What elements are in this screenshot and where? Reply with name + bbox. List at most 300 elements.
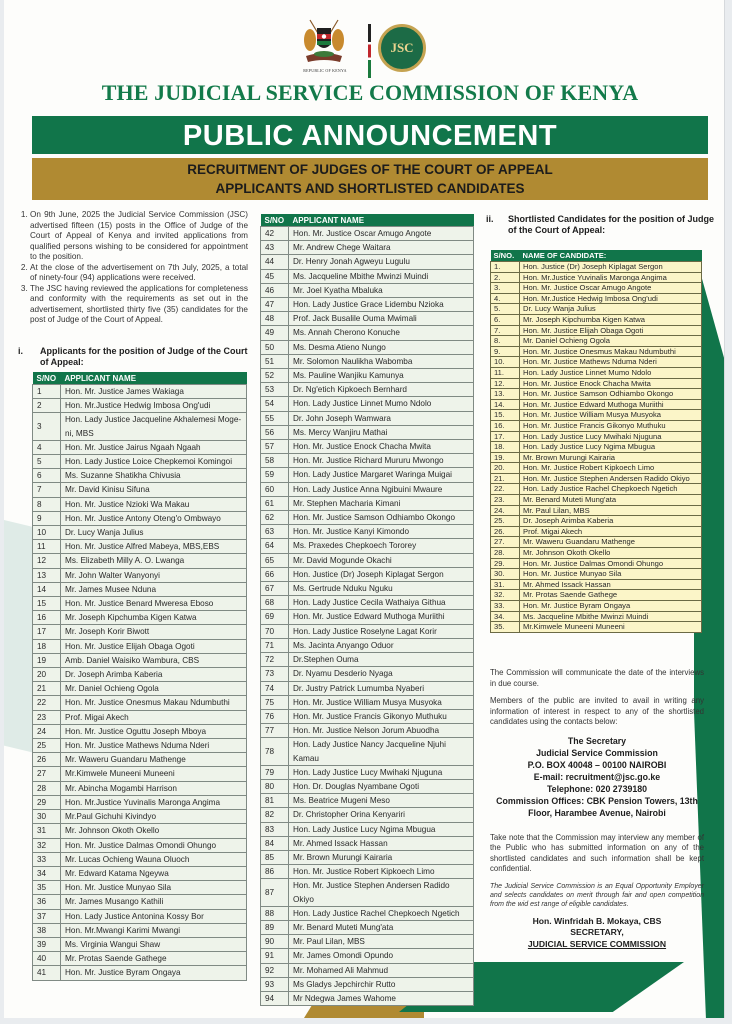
- row-name: Hon. Mr. Justice Samson Odhiambo Okongo: [289, 511, 474, 525]
- row-number: 11.: [491, 367, 520, 378]
- row-number: 77: [261, 724, 289, 738]
- row-number: 3.: [491, 283, 520, 294]
- row-name: Hon. Mr. Justice Robert Kipkoech Limo: [289, 865, 474, 879]
- intro-item: 2. At the close of the advertisement on 7th July, 2025, a total of ninety-four (94) applications were received.: [30, 263, 248, 284]
- table-row: [491, 569, 702, 580]
- table-row: [261, 822, 474, 836]
- row-name: Hon. Mr. Justice Byram Ongaya: [520, 601, 702, 612]
- row-name: Hon. Mr.Mwangi Karimi Mwangi: [61, 923, 247, 937]
- row-number: 41: [33, 966, 61, 980]
- row-number: 3: [33, 413, 61, 440]
- row-number: 17: [33, 625, 61, 639]
- row-number: 28.: [491, 548, 520, 559]
- table-row: [261, 354, 474, 368]
- table-row: [33, 923, 247, 937]
- table-row: [33, 582, 247, 596]
- row-number: 29: [33, 795, 61, 809]
- table-row: [261, 298, 474, 312]
- signature-block: [490, 916, 704, 951]
- row-number: 81: [261, 794, 289, 808]
- row-number: 26: [33, 753, 61, 767]
- row-name: Hon. Mr. Justice Munyao Sila: [520, 569, 702, 580]
- table-row: [491, 473, 702, 484]
- table-row: [33, 653, 247, 667]
- row-number: 54: [261, 397, 289, 411]
- table-row: [491, 399, 702, 410]
- row-name: Hon. Mr.Justice Yuvinalis Maronga Angima: [61, 795, 247, 809]
- row-name: Mr. Andrew Chege Waitara: [289, 241, 474, 255]
- row-number: 4: [33, 440, 61, 454]
- row-number: 73: [261, 667, 289, 681]
- row-number: 15: [33, 597, 61, 611]
- table-row: [33, 952, 247, 966]
- row-number: 91: [261, 949, 289, 963]
- row-number: 52: [261, 369, 289, 383]
- row-number: 24: [33, 724, 61, 738]
- intro-paragraphs: [16, 210, 248, 326]
- row-number: 27: [33, 767, 61, 781]
- row-name: Mr.Kimwele Muneeni Muneeni: [520, 622, 702, 633]
- table-row: [33, 639, 247, 653]
- row-name: Dr. Justry Patrick Lumumba Nyaberi: [289, 681, 474, 695]
- signatory-name: Hon. Winfridah B. Mokaya, CBS: [532, 915, 662, 926]
- table-row: [33, 753, 247, 767]
- row-name: Hon. Mr. Justice Onesmus Makau Ndumbuthi: [61, 696, 247, 710]
- org-title: THE JUDICIAL SERVICE COMMISSION OF KENYA: [101, 80, 639, 105]
- row-number: 34.: [491, 611, 520, 622]
- public-invite-note: Members of the public are invited to avail in writing any information of interest in respect to any of the shortlisted candidates using the contacts below:: [490, 696, 704, 726]
- table-row: [261, 624, 474, 638]
- row-number: 6: [33, 469, 61, 483]
- table-row: [261, 425, 474, 439]
- table-row: [261, 920, 474, 934]
- row-number: 25.: [491, 516, 520, 527]
- table-row: [33, 385, 247, 399]
- row-number: 33.: [491, 601, 520, 612]
- table-row: [491, 325, 702, 336]
- table-row: [261, 539, 474, 553]
- table-row: [261, 949, 474, 963]
- subtitle-banner: [32, 158, 708, 200]
- table-row: [33, 625, 247, 639]
- table-row: [261, 765, 474, 779]
- row-name: Ms. Beatrice Mugeni Meso: [289, 794, 474, 808]
- signatory-org: JUDICIAL SERVICE COMMISSION: [527, 938, 667, 949]
- table-row: [491, 431, 702, 442]
- row-number: 76: [261, 709, 289, 723]
- contact-line: The Secretary: [567, 735, 627, 746]
- table-row: [261, 397, 474, 411]
- table-row: [491, 378, 702, 389]
- row-number: 90: [261, 935, 289, 949]
- row-name: Dr. Lucy Wanja Julius: [61, 526, 247, 540]
- table-row: [491, 367, 702, 378]
- row-name: Mr. Benard Muteti Mung'ata: [289, 920, 474, 934]
- row-name: Hon. Dr. Douglas Nyambane Ogoti: [289, 779, 474, 793]
- row-number: 10.: [491, 357, 520, 368]
- row-name: Mr. Daniel Ochieng Ogola: [520, 336, 702, 347]
- table-row: [33, 824, 247, 838]
- row-name: Ms. Jacinta Anyango Oduor: [289, 638, 474, 652]
- row-name: Ms. Praxedes Chepkoech Tororey: [289, 539, 474, 553]
- table-row: [33, 440, 247, 454]
- contact-offices: Commission Offices: CBK Pension Towers, 13th Floor, Harambee Avenue, Nairobi: [496, 795, 698, 818]
- row-number: 29.: [491, 558, 520, 569]
- row-number: 71: [261, 638, 289, 652]
- row-number: 78: [261, 738, 289, 765]
- row-name: Dr. Joseph Arimba Kaberia: [61, 668, 247, 682]
- subtitle-line-2: APPLICANTS AND SHORTLISTED CANDIDATES: [215, 181, 525, 196]
- row-name: Hon. Lady Justice Antonina Kossy Bor: [61, 909, 247, 923]
- row-name: Mr. Stephen Macharia Kimani: [289, 496, 474, 510]
- table-row: [261, 440, 474, 454]
- table-row: [491, 484, 702, 495]
- row-number: 43: [261, 241, 289, 255]
- table-row: [261, 667, 474, 681]
- row-name: Hon. Mr. Justice Alfred Mabeya, MBS,EBS: [61, 540, 247, 554]
- table-row: [491, 463, 702, 474]
- table-row: [491, 336, 702, 347]
- table-row: [261, 241, 474, 255]
- table-row: [33, 966, 247, 980]
- row-number: 74: [261, 681, 289, 695]
- row-name: Hon. Lady Justice Jacqueline Akhalemesi Moge-ni, MBS: [61, 413, 247, 440]
- row-number: 46: [261, 283, 289, 297]
- table-row: [261, 738, 474, 765]
- applicants-table-part-2: [260, 214, 474, 1006]
- row-name: Hon. Lady Justice Nancy Jacqueline Njuhi Kamau: [289, 738, 474, 765]
- row-number: 14.: [491, 399, 520, 410]
- row-name: Prof. Migai Akech: [61, 710, 247, 724]
- table-row: [491, 516, 702, 527]
- row-name: Mr. Protas Saende Gathege: [520, 590, 702, 601]
- row-name: Hon. Lady Justice Anna Ngibuini Mwaure: [289, 482, 474, 496]
- intro-item: 3. The JSC having reviewed the applications for completeness and conformity with the requirements as set out in the advertisement, shortlisted thirty five (35) candidates for the post of Judge of the Court of Appeal.: [30, 284, 248, 326]
- shortlist-section-heading: [486, 214, 716, 236]
- column-header-name: APPLICANT NAME: [289, 214, 474, 227]
- row-name: Hon. Mr. Justice Mathews Nduma Nderi: [61, 739, 247, 753]
- row-name: Hon. Mr. Justice Mathews Nduma Nderi: [520, 357, 702, 368]
- table-row: [33, 399, 247, 413]
- row-number: 38: [33, 923, 61, 937]
- table-row: [33, 682, 247, 696]
- row-number: 60: [261, 482, 289, 496]
- contact-line: Judicial Service Commission: [536, 747, 658, 758]
- row-number: 65: [261, 553, 289, 567]
- row-number: 9.: [491, 346, 520, 357]
- row-name: Hon. Mr. Justice Nzioki Wa Makau: [61, 497, 247, 511]
- row-name: Mr. Ahmed Issack Hassan: [520, 579, 702, 590]
- row-number: 56: [261, 425, 289, 439]
- row-name: Ms. Elizabeth Milly A. O. Lwanga: [61, 554, 247, 568]
- table-row: [261, 340, 474, 354]
- table-row: [491, 548, 702, 559]
- table-row: [491, 420, 702, 431]
- row-name: Mr. Abincha Mogambi Harrison: [61, 781, 247, 795]
- row-name: Ms. Jacqueline Mbithe Mwinzi Muindi: [289, 269, 474, 283]
- table-row: [33, 881, 247, 895]
- table-row: [33, 540, 247, 554]
- table-row: [33, 554, 247, 568]
- table-row: [491, 442, 702, 453]
- row-number: 57: [261, 440, 289, 454]
- row-name: Hon. Mr. Justice Benard Mweresa Eboso: [61, 597, 247, 611]
- row-name: Amb. Daniel Waisiko Wambura, CBS: [61, 653, 247, 667]
- section-number: ii.: [486, 214, 494, 224]
- row-number: 1: [33, 385, 61, 399]
- row-name: Mr Ndegwa James Wahome: [289, 991, 474, 1005]
- kenya-coat-of-arms-icon: [302, 18, 346, 66]
- row-name: Mr. Brown Murungi Kairaria: [520, 452, 702, 463]
- table-row: [33, 511, 247, 525]
- row-name: Hon. Lady Justice Roselyne Lagat Korir: [289, 624, 474, 638]
- row-number: 14: [33, 582, 61, 596]
- row-number: 5.: [491, 304, 520, 315]
- column-header-name: NAME OF CANDIDATE:: [520, 250, 702, 262]
- row-number: 30: [33, 810, 61, 824]
- row-number: 33: [33, 852, 61, 866]
- row-name: Hon. Mr. Justice Edward Muthoga Muriithi: [520, 399, 702, 410]
- row-name: Hon. Justice (Dr) Joseph Kiplagat Sergon: [289, 567, 474, 581]
- table-row: [33, 710, 247, 724]
- row-name: Dr. Ng'etich Kipkoech Bernhard: [289, 383, 474, 397]
- row-name: Prof. Jack Busalile Ouma Mwimali: [289, 312, 474, 326]
- coat-caption: REPUBLIC OF KENYA: [303, 68, 347, 73]
- table-row: [33, 696, 247, 710]
- notes-section: [490, 668, 704, 950]
- table-row: [491, 304, 702, 315]
- row-name: Hon. Mr. Justice Enock Chacha Mwita: [289, 440, 474, 454]
- table-row: [33, 937, 247, 951]
- row-name: Hon. Lady Justice Lucy Ngima Mbugua: [289, 822, 474, 836]
- row-number: 7: [33, 483, 61, 497]
- table-row: [491, 537, 702, 548]
- table-row: [33, 781, 247, 795]
- row-number: 49: [261, 326, 289, 340]
- row-name: Hon. Mr. Justice James Wakiaga: [61, 385, 247, 399]
- row-name: Ms. Pauline Wanjiku Kamunya: [289, 369, 474, 383]
- table-row: [261, 695, 474, 709]
- row-name: Hon. Lady Justice Lucy Mwihaki Njuguna: [520, 431, 702, 442]
- table-row: [261, 794, 474, 808]
- row-name: Mr. Paul Lilan, MBS: [520, 505, 702, 516]
- row-name: Mr. Johnson Okoth Okello: [520, 548, 702, 559]
- row-number: 36: [33, 895, 61, 909]
- table-row: [261, 653, 474, 667]
- row-number: 69: [261, 610, 289, 624]
- jsc-seal-logo: [378, 24, 426, 72]
- row-number: 31: [33, 824, 61, 838]
- row-name: Mr. Waweru Guandaru Mathenge: [61, 753, 247, 767]
- row-number: 15.: [491, 410, 520, 421]
- announcement-banner: PUBLIC ANNOUNCEMENT: [32, 116, 708, 154]
- row-number: 45: [261, 269, 289, 283]
- row-name: Hon. Mr. Justice Edward Muthoga Muriithi: [289, 610, 474, 624]
- table-row: [261, 454, 474, 468]
- row-number: 30.: [491, 569, 520, 580]
- row-name: Hon. Lady Justice Linnet Mumo Ndolo: [520, 367, 702, 378]
- row-name: Ms. Suzanne Shatikha Chivusia: [61, 469, 247, 483]
- row-name: Hon. Mr. Justice Richard Mururu Mwongo: [289, 454, 474, 468]
- row-number: 85: [261, 850, 289, 864]
- row-number: 23: [33, 710, 61, 724]
- row-number: 8: [33, 497, 61, 511]
- table-row: [491, 272, 702, 283]
- row-number: 92: [261, 963, 289, 977]
- row-number: 53: [261, 383, 289, 397]
- table-row: [491, 314, 702, 325]
- table-row: [261, 269, 474, 283]
- table-row: [33, 483, 247, 497]
- row-number: 13: [33, 568, 61, 582]
- table-row: [261, 326, 474, 340]
- row-number: 12.: [491, 378, 520, 389]
- row-name: Mr.Paul Gichuhi Kivindyo: [61, 810, 247, 824]
- row-number: 88: [261, 906, 289, 920]
- row-number: 10: [33, 526, 61, 540]
- row-name: Mr. David Mogunde Okachi: [289, 553, 474, 567]
- contact-block: [490, 735, 704, 819]
- row-number: 1.: [491, 262, 520, 273]
- row-number: 40: [33, 952, 61, 966]
- table-row: [491, 389, 702, 400]
- row-number: 17.: [491, 431, 520, 442]
- row-name: Mr. James Musango Kathili: [61, 895, 247, 909]
- row-name: Mr. James Omondi Opundo: [289, 949, 474, 963]
- table-row: [33, 455, 247, 469]
- table-row: [33, 767, 247, 781]
- row-name: Ms. Desma Atieno Nungo: [289, 340, 474, 354]
- table-row: [261, 850, 474, 864]
- table-row: [33, 469, 247, 483]
- row-name: Hon. Mr. Justice Dalmas Omondi Ohungo: [61, 838, 247, 852]
- row-number: 83: [261, 822, 289, 836]
- row-number: 87: [261, 879, 289, 906]
- interviews-note: The Commission will communicate the date of the interviews in due course.: [490, 668, 704, 688]
- row-number: 64: [261, 539, 289, 553]
- row-number: 75: [261, 695, 289, 709]
- table-row: [33, 724, 247, 738]
- row-number: 31.: [491, 579, 520, 590]
- row-name: Hon. Mr. Justice Samson Odhiambo Okongo: [520, 389, 702, 400]
- row-name: Hon. Mr. Justice Dalmas Omondi Ohungo: [520, 558, 702, 569]
- row-number: 35: [33, 881, 61, 895]
- contact-email[interactable]: E-mail: recruitment@jsc.go.ke: [533, 771, 661, 782]
- row-name: Hon. Mr. Justice Jairus Ngaah Ngaah: [61, 440, 247, 454]
- row-number: 19: [33, 653, 61, 667]
- row-number: 80: [261, 779, 289, 793]
- table-row: [261, 709, 474, 723]
- table-row: [261, 724, 474, 738]
- table-row: [261, 963, 474, 977]
- table-row: [261, 935, 474, 949]
- table-row: [33, 810, 247, 824]
- row-name: Hon. Mr. Justice Oguttu Joseph Mboya: [61, 724, 247, 738]
- table-row: [261, 511, 474, 525]
- row-name: Ms. Jacqueline Mbithe Mwinzi Muindi: [520, 611, 702, 622]
- row-number: 68: [261, 596, 289, 610]
- table-row: [491, 579, 702, 590]
- row-number: 42: [261, 227, 289, 241]
- row-name: Ms. Virginia Wangui Shaw: [61, 937, 247, 951]
- table-row: [33, 852, 247, 866]
- row-number: 70: [261, 624, 289, 638]
- row-name: Hon. Lady Justice Grace Lidembu Nzioka: [289, 298, 474, 312]
- row-name: Hon. Mr. Justice Elijah Obaga Ogoti: [520, 325, 702, 336]
- table-row: [261, 369, 474, 383]
- row-number: 63: [261, 525, 289, 539]
- row-name: Mr. Ahmed Issack Hassan: [289, 836, 474, 850]
- row-name: Mr. Paul Lilan, MBS: [289, 935, 474, 949]
- table-row: [33, 866, 247, 880]
- intro-item: 1. On 9th June, 2025 the Judicial Service Commission (JSC) advertised fifteen (15) posts in the Office of Judge of the Court of Appeal of Kenya and invited applications from qualified persons wishing to be considered for appointment to the position.: [30, 210, 248, 263]
- row-name: Hon. Lady Justice Linnet Mumo Ndolo: [289, 397, 474, 411]
- row-number: 67: [261, 582, 289, 596]
- applicants-table-part-1: [32, 372, 247, 981]
- table-row: [261, 779, 474, 793]
- row-number: 32: [33, 838, 61, 852]
- flag-divider: [368, 24, 371, 78]
- row-name: Dr. John Joseph Wamwara: [289, 411, 474, 425]
- table-row: [33, 739, 247, 753]
- table-row: [491, 495, 702, 506]
- row-number: 13.: [491, 389, 520, 400]
- table-row: [261, 991, 474, 1005]
- row-number: 18: [33, 639, 61, 653]
- row-name: Mr. Edward Katama Ngeywa: [61, 866, 247, 880]
- row-number: 79: [261, 765, 289, 779]
- table-row: [261, 227, 474, 241]
- row-number: 58: [261, 454, 289, 468]
- row-number: 25: [33, 739, 61, 753]
- table-row: [261, 879, 474, 906]
- row-name: Mr. Joseph Kipchumba Kigen Katwa: [520, 314, 702, 325]
- row-number: 84: [261, 836, 289, 850]
- table-row: [261, 312, 474, 326]
- row-number: 61: [261, 496, 289, 510]
- row-number: 16: [33, 611, 61, 625]
- row-name: Hon. Mr. Justice Francis Gikonyo Muthuku: [520, 420, 702, 431]
- table-row: [33, 611, 247, 625]
- table-row: [261, 865, 474, 879]
- row-name: Hon. Mr. Justice Onesmus Makau Ndumbuthi: [520, 346, 702, 357]
- row-number: 34: [33, 866, 61, 880]
- table-row: [33, 497, 247, 511]
- section-number: i.: [18, 346, 24, 356]
- row-name: Hon. Mr. Justice Oscar Amugo Angote: [520, 283, 702, 294]
- row-number: 4.: [491, 293, 520, 304]
- row-number: 9: [33, 511, 61, 525]
- row-number: 72: [261, 653, 289, 667]
- row-number: 66: [261, 567, 289, 581]
- column-header-sno: S/NO: [33, 372, 61, 385]
- table-row: [33, 526, 247, 540]
- row-number: 5: [33, 455, 61, 469]
- row-name: Mr. Joseph Kipchumba Kigen Katwa: [61, 611, 247, 625]
- row-number: 50: [261, 340, 289, 354]
- row-name: Mr. John Walter Wanyonyi: [61, 568, 247, 582]
- shortlist-table: [490, 250, 702, 633]
- row-name: Mr. Joseph Korir Biwott: [61, 625, 247, 639]
- row-name: Mr. Mohamed Ali Mahmud: [289, 963, 474, 977]
- row-name: Hon. Mr. Justice Stephen Andersen Radido Okiyo: [289, 879, 474, 906]
- row-name: Mr. Lucas Ochieng Wauna Oluoch: [61, 852, 247, 866]
- row-name: Hon. Justice (Dr) Joseph Kiplagat Sergon: [520, 262, 702, 273]
- row-name: Ms Gladys Jepchirchir Rutto: [289, 977, 474, 991]
- table-row: [261, 596, 474, 610]
- row-number: 86: [261, 865, 289, 879]
- row-name: Mr. Brown Murungi Kairaria: [289, 850, 474, 864]
